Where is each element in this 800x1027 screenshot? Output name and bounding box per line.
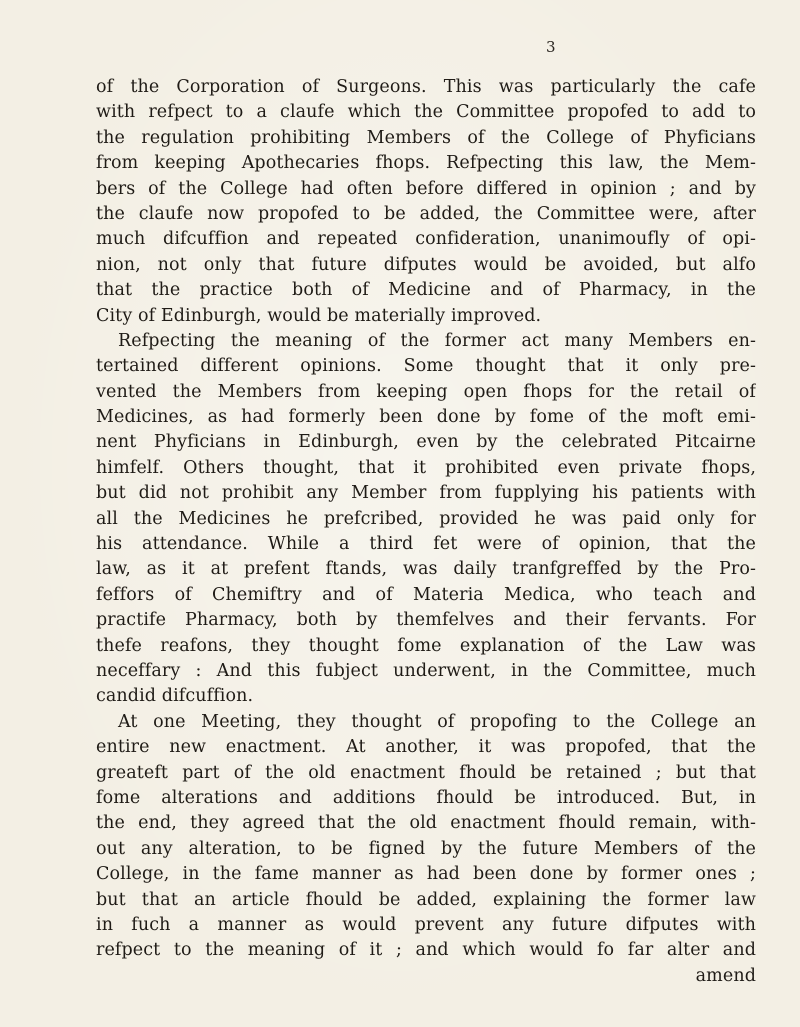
text-line: himfelf. Others thought, that it prohibited even private fhops, xyxy=(96,457,756,478)
catchword: amend xyxy=(695,965,756,986)
text-line: thefe reafons, they thought fome explanation of the Law was xyxy=(96,635,756,656)
text-line: practife Pharmacy, both by themfelves and their fervants. For xyxy=(96,610,756,631)
text-line: candid difcuffion. xyxy=(96,686,254,707)
text-line: Refpecting the meaning of the former act many Members en- xyxy=(118,330,756,351)
text-line: much difcuffion and repeated confideration, unanimoufly of opi- xyxy=(96,229,756,250)
text-line: all the Medicines he prefcribed, provided he was paid only for xyxy=(96,508,756,529)
text-line: law, as it at prefent ftands, was daily tranfgreffed by the Pro- xyxy=(96,559,756,580)
text-line: out any alteration, to be figned by the future Members of the xyxy=(96,838,756,859)
text-line: greateft part of the old enactment fhould be retained ; but that xyxy=(96,762,756,783)
text-line: nion, not only that future difputes would be avoided, but alfo xyxy=(96,254,756,275)
text-line: nent Phyficians in Edinburgh, even by the celebrated Pitcairne xyxy=(96,432,756,453)
text-line: vented the Members from keeping open fhops for the retail of xyxy=(96,381,756,402)
text-line: refpect to the meaning of it ; and which would fo far alter and xyxy=(96,940,756,961)
text-line: entire new enactment. At another, it was propofed, that the xyxy=(96,737,756,758)
body-text xyxy=(96,75,756,989)
text-line: feffors of Chemiftry and of Materia Medica, who teach and xyxy=(96,584,756,605)
text-line: from keeping Apothecaries fhops. Refpecting this law, the Mem- xyxy=(96,153,756,174)
text-line: his attendance. While a third fet were of opinion, that the xyxy=(96,534,756,555)
text-line: the end, they agreed that the old enactment fhould remain, with- xyxy=(96,813,756,834)
text-line: At one Meeting, they thought of propofing to the College an xyxy=(118,711,756,732)
text-line: but did not prohibit any Member from fupplying his patients with xyxy=(96,483,756,504)
text-line: the claufe now propofed to be added, the Committee were, after xyxy=(96,203,756,224)
text-line: bers of the College had often before differed in opinion ; and by xyxy=(96,178,756,199)
text-line: College, in the fame manner as had been done by former ones ; xyxy=(96,864,756,885)
text-line: tertained different opinions. Some thought that it only pre- xyxy=(96,356,756,377)
text-line: fome alterations and additions fhould be introduced. But, in xyxy=(96,787,756,808)
page-number: 3 xyxy=(546,38,556,56)
text-line: but that an article fhould be added, explaining the former law xyxy=(96,889,756,910)
text-line: Medicines, as had formerly been done by fome of the moft emi- xyxy=(96,407,756,428)
text-line: with refpect to a claufe which the Committee propofed to add to xyxy=(96,102,756,123)
text-line: in fuch a manner as would prevent any future difputes with xyxy=(96,914,756,935)
text-line: neceffary : And this fubject underwent, in the Committee, much xyxy=(96,660,756,681)
text-line: that the practice both of Medicine and of Pharmacy, in the xyxy=(96,280,756,301)
text-line: City of Edinburgh, would be materially improved. xyxy=(96,305,542,326)
text-line: the regulation prohibiting Members of the College of Phyficians xyxy=(96,127,756,148)
text-line: of the Corporation of Surgeons. This was particularly the cafe xyxy=(96,77,756,97)
